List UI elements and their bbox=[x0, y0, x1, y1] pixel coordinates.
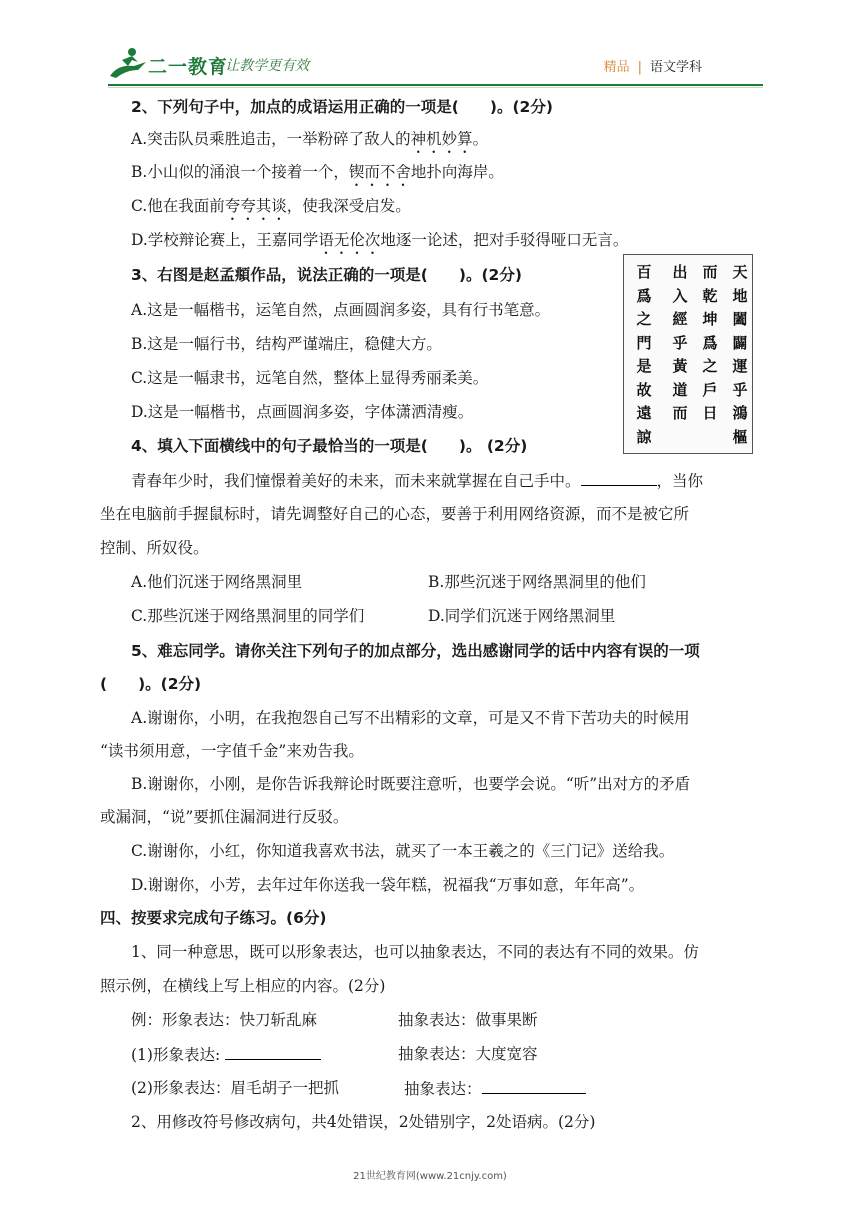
header-right bbox=[604, 56, 702, 75]
header-rule-thin bbox=[108, 87, 763, 88]
q3-option-d: D.这是一幅楷书，点画圆润多姿，字体潇洒清瘦。 bbox=[131, 403, 474, 421]
dotted-idiom: 神机妙算 bbox=[410, 130, 473, 148]
quality-label: 精品 bbox=[603, 60, 630, 75]
option-text: 。 bbox=[472, 130, 489, 148]
calligraphy-column: 出入經乎黃道而 bbox=[672, 263, 688, 422]
option-text: B.小山似的涌浪一个接着一个， bbox=[131, 163, 349, 181]
logo-text: 二一教育 bbox=[148, 56, 229, 78]
q3-option-a: A.这是一幅楷书，运笔自然，点画圆润多姿，具有行书笔意。 bbox=[131, 301, 551, 319]
dotted-idiom: 夸夸其谈 bbox=[224, 197, 287, 215]
slogan: / 让教学更有效 bbox=[216, 58, 310, 74]
dotted-idiom: 锲而不舍 bbox=[348, 163, 411, 181]
option-text: A.突击队员乘胜追击，一举粉碎了敌人的 bbox=[131, 130, 411, 148]
q5-stem-line1: 5、难忘同学。请你关注下列句子的加点部分，选出感谢同学的话中内容有误的一项 bbox=[131, 642, 700, 660]
fill-blank[interactable] bbox=[225, 1043, 321, 1060]
s4-q2: 2、用修改符号修改病句，共4处错误，2处错别字，2处语病。(2分) bbox=[131, 1113, 596, 1131]
option-text: C.他在我面前 bbox=[131, 197, 225, 215]
calligraphy-column: 而乾坤爲之戶日 bbox=[702, 263, 718, 422]
s4-item1-abstract: 抽象表达：大度宽容 bbox=[398, 1045, 538, 1063]
q2-option-d bbox=[131, 229, 628, 258]
s4-item1 bbox=[131, 1043, 321, 1066]
q5-option-d: D.谢谢你，小芳，去年过年你送我一袋年糕，祝福我“万事如意，年年高”。 bbox=[131, 876, 645, 894]
header-separator: | bbox=[637, 60, 642, 75]
page-header bbox=[0, 0, 860, 90]
q2-option-a bbox=[131, 128, 488, 157]
s4-example-label: 例：形象表达：快刀斩乱麻 bbox=[131, 1011, 318, 1029]
option-text: 地逐一论述，把对手驳得哑口无言。 bbox=[380, 231, 629, 249]
q2-option-c bbox=[131, 195, 411, 224]
subject-label: 语文学科 bbox=[649, 60, 702, 75]
q2-stem: 2、下列句子中，加点的成语运用正确的一项是( )。(2分) bbox=[131, 98, 553, 116]
item-label: (1)形象表达: bbox=[131, 1046, 221, 1064]
calligraphy-image bbox=[623, 254, 753, 454]
q5-stem-line2: ( )。(2分) bbox=[100, 675, 202, 693]
dotted-idiom: 语无伦次 bbox=[318, 231, 381, 249]
q3-stem: 3、右图是赵孟頫作品，说法正确的一项是( )。(2分) bbox=[131, 266, 522, 284]
q4-passage-line1 bbox=[131, 469, 703, 492]
q2-option-b bbox=[131, 161, 504, 190]
passage-text: 青春年少时，我们憧憬着美好的未来，而未来就掌握在自己手中。 bbox=[131, 472, 581, 490]
item-label: 抽象表达： bbox=[404, 1080, 482, 1098]
s4-q1-line1: 1、同一种意思，既可以形象表达，也可以抽象表达，不同的表达有不同的效果。仿 bbox=[131, 943, 699, 961]
fill-blank[interactable] bbox=[482, 1077, 586, 1094]
q5-option-b-line2: 或漏洞，“说”要抓住漏洞进行反驳。 bbox=[100, 808, 349, 826]
q4-stem: 4、填入下面横线中的句子最恰当的一项是( )。 (2分) bbox=[131, 437, 528, 455]
q3-option-c: C.这是一幅隶书，远笔自然，整体上显得秀丽柔美。 bbox=[131, 369, 489, 387]
q3-option-b: B.这是一幅行书，结构严谨端庄，稳健大方。 bbox=[131, 335, 442, 353]
q5-option-c: C.谢谢你，小红，你知道我喜欢书法，就买了一本王羲之的《三门记》送给我。 bbox=[131, 842, 675, 860]
runner-logo-icon bbox=[108, 46, 148, 80]
option-text: ，使我深受启发。 bbox=[286, 197, 411, 215]
fill-blank[interactable] bbox=[581, 469, 657, 486]
q4-option-c: C.那些沉迷于网络黑洞里的同学们 bbox=[131, 607, 365, 625]
q5-option-b-line1: B.谢谢你，小刚，是你告诉我辩论时既要注意听，也要学会说。“听”出对方的矛盾 bbox=[131, 775, 691, 793]
q4-passage-line2: 坐在电脑前手握鼠标时，请先调整好自己的心态，要善于利用网络资源，而不是被它所 bbox=[100, 505, 690, 523]
calligraphy-column: 天地闔闢運乎鴻樞 bbox=[732, 263, 748, 446]
page-footer: 21世纪教育网(www.21cnjy.com) bbox=[353, 1171, 507, 1182]
s4-example-abstract: 抽象表达：做事果断 bbox=[398, 1011, 538, 1029]
q5-option-a-line1: A.谢谢你，小明，在我抱怨自己写不出精彩的文章，可是又不肯下苦功夫的时候用 bbox=[131, 709, 690, 727]
option-text: D.学校辩论赛上，王嘉同学 bbox=[131, 231, 319, 249]
header-rule bbox=[108, 84, 763, 86]
passage-text: ，当你 bbox=[656, 472, 704, 490]
s4-item2-abstract bbox=[404, 1077, 586, 1100]
calligraphy-column: 百爲之門是故遠諒 bbox=[636, 263, 652, 446]
section4-title: 四、按要求完成句子练习。(6分) bbox=[100, 909, 327, 927]
q4-option-d: D.同学们沉迷于网络黑洞里 bbox=[428, 607, 616, 625]
q5-option-a-line2: “读书须用意，一字值千金”来劝告我。 bbox=[100, 742, 364, 760]
option-text: 地扑向海岸。 bbox=[410, 163, 504, 181]
q4-passage-line3: 控制、所奴役。 bbox=[100, 539, 209, 557]
s4-item2-label: (2)形象表达：眉毛胡子一把抓 bbox=[131, 1079, 339, 1097]
q4-option-a: A.他们沉迷于网络黑洞里 bbox=[131, 573, 303, 591]
s4-q1-line2: 照示例，在横线上写上相应的内容。(2分) bbox=[100, 977, 386, 995]
q4-option-b: B.那些沉迷于网络黑洞里的他们 bbox=[428, 573, 646, 591]
